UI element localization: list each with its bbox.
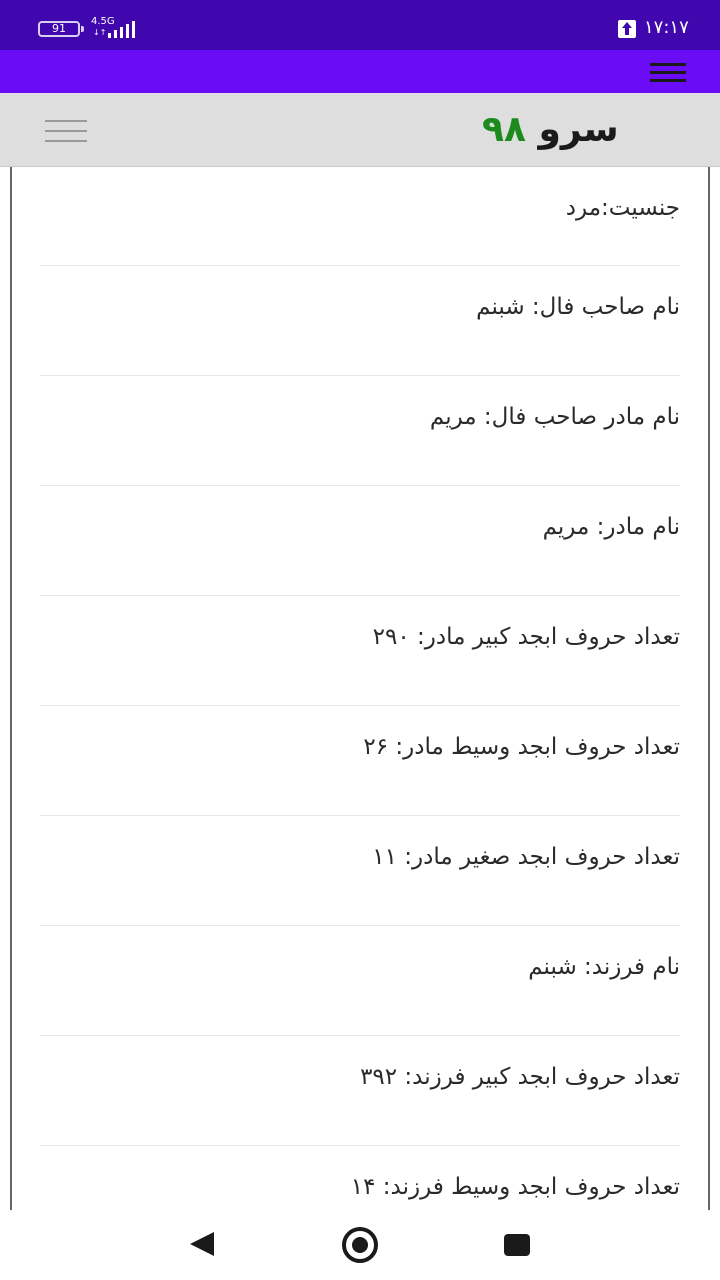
upload-notification-icon <box>618 20 636 38</box>
info-item-child-abjad-kabir: تعداد حروف ابجد کبیر فرزند: ۳۹۲ <box>40 1036 680 1146</box>
status-time: ۱۷:۱۷ <box>644 17 689 38</box>
signal-strength-icon <box>108 20 140 38</box>
system-nav-bar <box>0 1210 720 1280</box>
back-icon[interactable] <box>190 1232 214 1256</box>
logo-number: ۹۸ <box>482 109 526 150</box>
info-item-subject-name: نام صاحب فال: شبنم <box>40 266 680 376</box>
info-item-gender: جنسیت:مرد <box>40 167 680 266</box>
logo-word: سرو <box>538 109 619 150</box>
battery-icon <box>38 21 80 37</box>
home-icon[interactable] <box>342 1227 378 1263</box>
info-item-mother-abjad-kabir: تعداد حروف ابجد کبیر مادر: ۲۹۰ <box>40 596 680 706</box>
site-menu-icon[interactable] <box>45 118 89 144</box>
app-bar <box>0 50 720 93</box>
status-bar <box>0 0 720 50</box>
content-panel <box>10 167 710 1210</box>
info-item-child-name: نام فرزند: شبنم <box>40 926 680 1036</box>
site-header <box>0 93 720 167</box>
info-item-mother-abjad-vasit: تعداد حروف ابجد وسیط مادر: ۲۶ <box>40 706 680 816</box>
info-item-mother-name: نام مادر: مریم <box>40 486 680 596</box>
info-item-child-abjad-vasit: تعداد حروف ابجد وسیط فرزند: ۱۴ <box>40 1146 680 1210</box>
network-activity-icon: ↓↑ <box>93 28 107 37</box>
info-item-mother-abjad-saghir: تعداد حروف ابجد صغیر مادر: ۱۱ <box>40 816 680 926</box>
site-logo[interactable] <box>482 107 619 153</box>
info-item-subject-mother-name: نام مادر صاحب فال: مریم <box>40 376 680 486</box>
battery-level: 91 <box>52 22 66 35</box>
recents-icon[interactable] <box>504 1234 530 1256</box>
app-menu-icon[interactable] <box>650 61 688 83</box>
info-list <box>40 167 680 1210</box>
network-type: 4.5G <box>91 16 115 27</box>
